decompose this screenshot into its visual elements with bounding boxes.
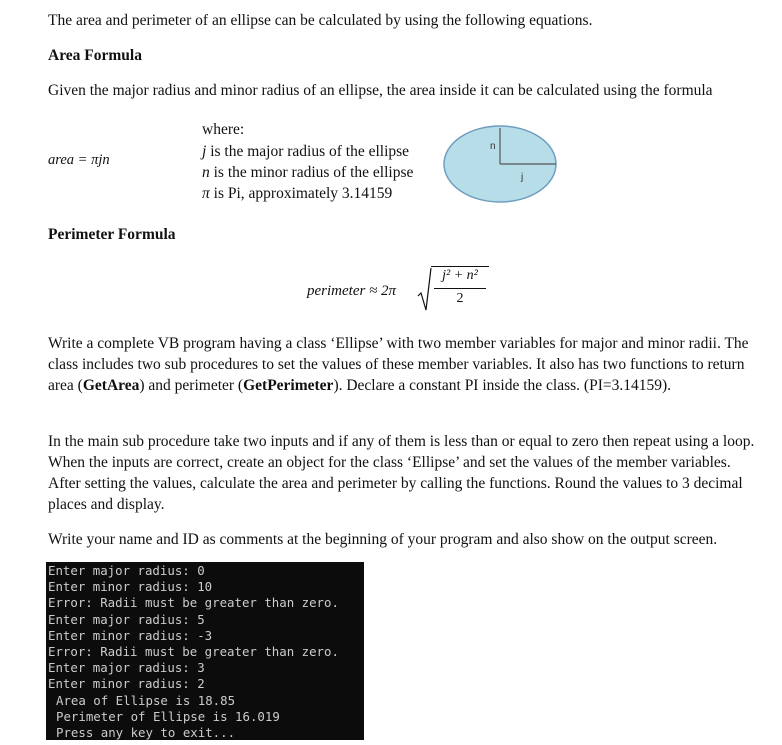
perimeter-heading: Perimeter Formula — [48, 226, 176, 243]
def-var: π — [202, 185, 210, 202]
def-text: is the minor radius of the ellipse — [213, 164, 414, 181]
task-text: Write a complete VB program having a class ‘Ellipse’ with two member variables for major and minor radii. The class includes two sub procedures to set the values of these member variables. It also has two functions to return area ( — [48, 335, 749, 394]
getarea-label: GetArea — [82, 377, 140, 394]
definition-pi — [202, 185, 392, 203]
task-paragraph-1 — [48, 333, 760, 396]
console-line: Perimeter of Ellipse is 16.019 — [56, 708, 280, 724]
task-paragraph-3: Write your name and ID as comments at the beginning of your program and also show on the output screen. — [48, 531, 718, 548]
area-formula-rhs: πjn — [91, 152, 110, 168]
ellipse-diagram — [442, 122, 562, 208]
console-line: Error: Radii must be greater than zero. — [48, 644, 339, 660]
perimeter-formula-lhs: perimeter ≈ 2π — [307, 283, 397, 299]
console-line: Enter major radius: 5 — [48, 611, 205, 627]
area-formula-lhs: area = — [48, 152, 92, 168]
console-line: Error: Radii must be greater than zero. — [48, 595, 339, 611]
definition-major — [202, 143, 409, 161]
getperimeter-label: GetPerimeter — [243, 377, 334, 394]
fraction-bar — [434, 288, 486, 289]
console-line: Press any key to exit... — [56, 725, 236, 741]
def-text: is Pi, approximately 3.14159 — [213, 185, 393, 202]
task-text: ). Declare a constant PI inside the class. (PI=3.14159). — [333, 377, 672, 394]
definition-minor — [202, 164, 413, 182]
task-paragraph-2: In the main sub procedure take two inputs and if any of them is less than or equal to zero then repeat using a loop. When the inputs are correct, create an object for the class ‘Ellipse’ and set the values of the member variables. After setting the values, calculate the area and perimeter by calling the functions. Round the values to 3 decimal places and display. — [48, 433, 755, 513]
console-line: Area of Ellipse is 18.85 — [56, 692, 236, 708]
def-text: is the major radius of the ellipse — [210, 143, 410, 160]
where-label: where: — [202, 121, 245, 138]
def-var: j — [202, 143, 207, 160]
label-minor: n — [490, 141, 496, 152]
console-line: Enter minor radius: 10 — [48, 579, 213, 595]
def-var: n — [202, 164, 210, 181]
task-text: ) and perimeter ( — [139, 377, 244, 394]
perimeter-numerator: j² + n² — [442, 268, 478, 283]
console-line: Enter major radius: 3 — [48, 660, 205, 676]
label-major: j — [521, 172, 524, 183]
console-line: Enter major radius: 0 — [48, 563, 205, 578]
intro-text: The area and perimeter of an ellipse can be calculated by using the following equations. — [48, 12, 593, 29]
console-line: Enter minor radius: 2 — [48, 676, 205, 692]
sqrt-overline — [431, 266, 489, 267]
area-formula — [48, 152, 110, 169]
area-description: Given the major radius and minor radius of an ellipse, the area inside it can be calculated using the formula — [48, 82, 713, 99]
console-line: Enter minor radius: -3 — [48, 627, 213, 643]
console-output — [46, 562, 364, 740]
area-heading: Area Formula — [48, 47, 142, 64]
perimeter-denominator: 2 — [456, 291, 464, 306]
